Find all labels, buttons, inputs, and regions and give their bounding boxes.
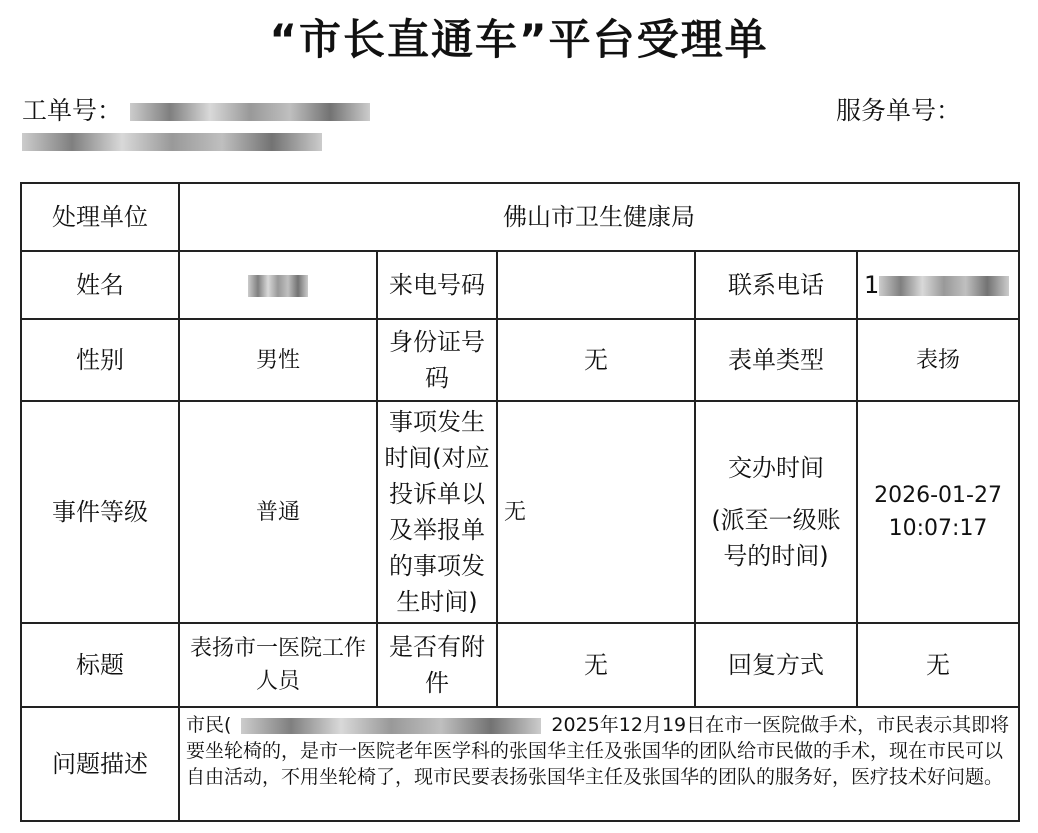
title-value: 表扬市一医院工作人员 (179, 623, 377, 707)
contact-phone-value (857, 251, 1019, 319)
name-label: 姓名 (21, 251, 179, 319)
work-order-number (22, 96, 370, 126)
name-value (179, 251, 377, 319)
occurrence-time-value: 无 (497, 401, 695, 623)
table-row (21, 251, 1019, 319)
description-prefix: 市民( (186, 714, 232, 736)
work-order-label: 工单号： (22, 96, 123, 125)
redacted-block (130, 103, 370, 121)
redacted-block (879, 276, 1009, 296)
contact-phone-prefix: 1 (864, 271, 880, 299)
id-number-value: 无 (497, 319, 695, 401)
assign-time-label-line1: 交办时间 (728, 454, 824, 482)
gender-label: 性别 (21, 319, 179, 401)
service-order-label: 服务单号： (836, 96, 962, 125)
incoming-phone-label: 来电号码 (377, 251, 497, 319)
id-number-label: 身份证号码 (377, 319, 497, 401)
attachment-value: 无 (497, 623, 695, 707)
table-row (21, 401, 1019, 623)
problem-description-label: 问题描述 (21, 707, 179, 821)
reply-method-label: 回复方式 (695, 623, 857, 707)
page-title: “市长直通车”平台受理单 (269, 15, 769, 64)
reply-method-value: 无 (857, 623, 1019, 707)
form-type-value: 表扬 (857, 319, 1019, 401)
event-level-label: 事件等级 (21, 401, 179, 623)
contact-phone-label: 联系电话 (695, 251, 857, 319)
handling-unit-value: 佛山市卫生健康局 (179, 183, 1019, 251)
problem-description-value (179, 707, 1019, 821)
title-label: 标题 (21, 623, 179, 707)
table-row (21, 319, 1019, 401)
occurrence-time-label: 事项发生时间(对应投诉单以及举报单的事项发生时间) (377, 401, 497, 623)
incoming-phone-value (497, 251, 695, 319)
service-order-number (836, 96, 961, 126)
event-level-value: 普通 (179, 401, 377, 623)
assign-date: 2026-01-27 (874, 483, 1002, 508)
redacted-block (22, 133, 322, 151)
table-row (21, 623, 1019, 707)
form-type-label: 表单类型 (695, 319, 857, 401)
gender-value: 男性 (179, 319, 377, 401)
assign-clock: 10:07:17 (888, 516, 988, 541)
form-table (20, 182, 1020, 822)
description-text: 2025年12月19日在市一医院做手术，市民表示其即将要坐轮椅的，是市一医院老年医学科的张国华主任及张国华的团队给市民做的手术，现在市民可以自由活动，不用坐轮椅了，现市民要表扬张国华主任及张国华的团队的服务好，医疗技术好问题。 (186, 714, 1010, 788)
redacted-service-number (22, 128, 322, 156)
redacted-block (241, 718, 541, 734)
table-row (21, 707, 1019, 821)
assign-time-label (695, 401, 857, 623)
redacted-block (248, 275, 308, 297)
assign-time-value (857, 401, 1019, 623)
table-row (21, 183, 1019, 251)
assign-time-label-line2: (派至一级账号的时间) (711, 506, 841, 570)
handling-unit-label: 处理单位 (21, 183, 179, 251)
attachment-label: 是否有附件 (377, 623, 497, 707)
